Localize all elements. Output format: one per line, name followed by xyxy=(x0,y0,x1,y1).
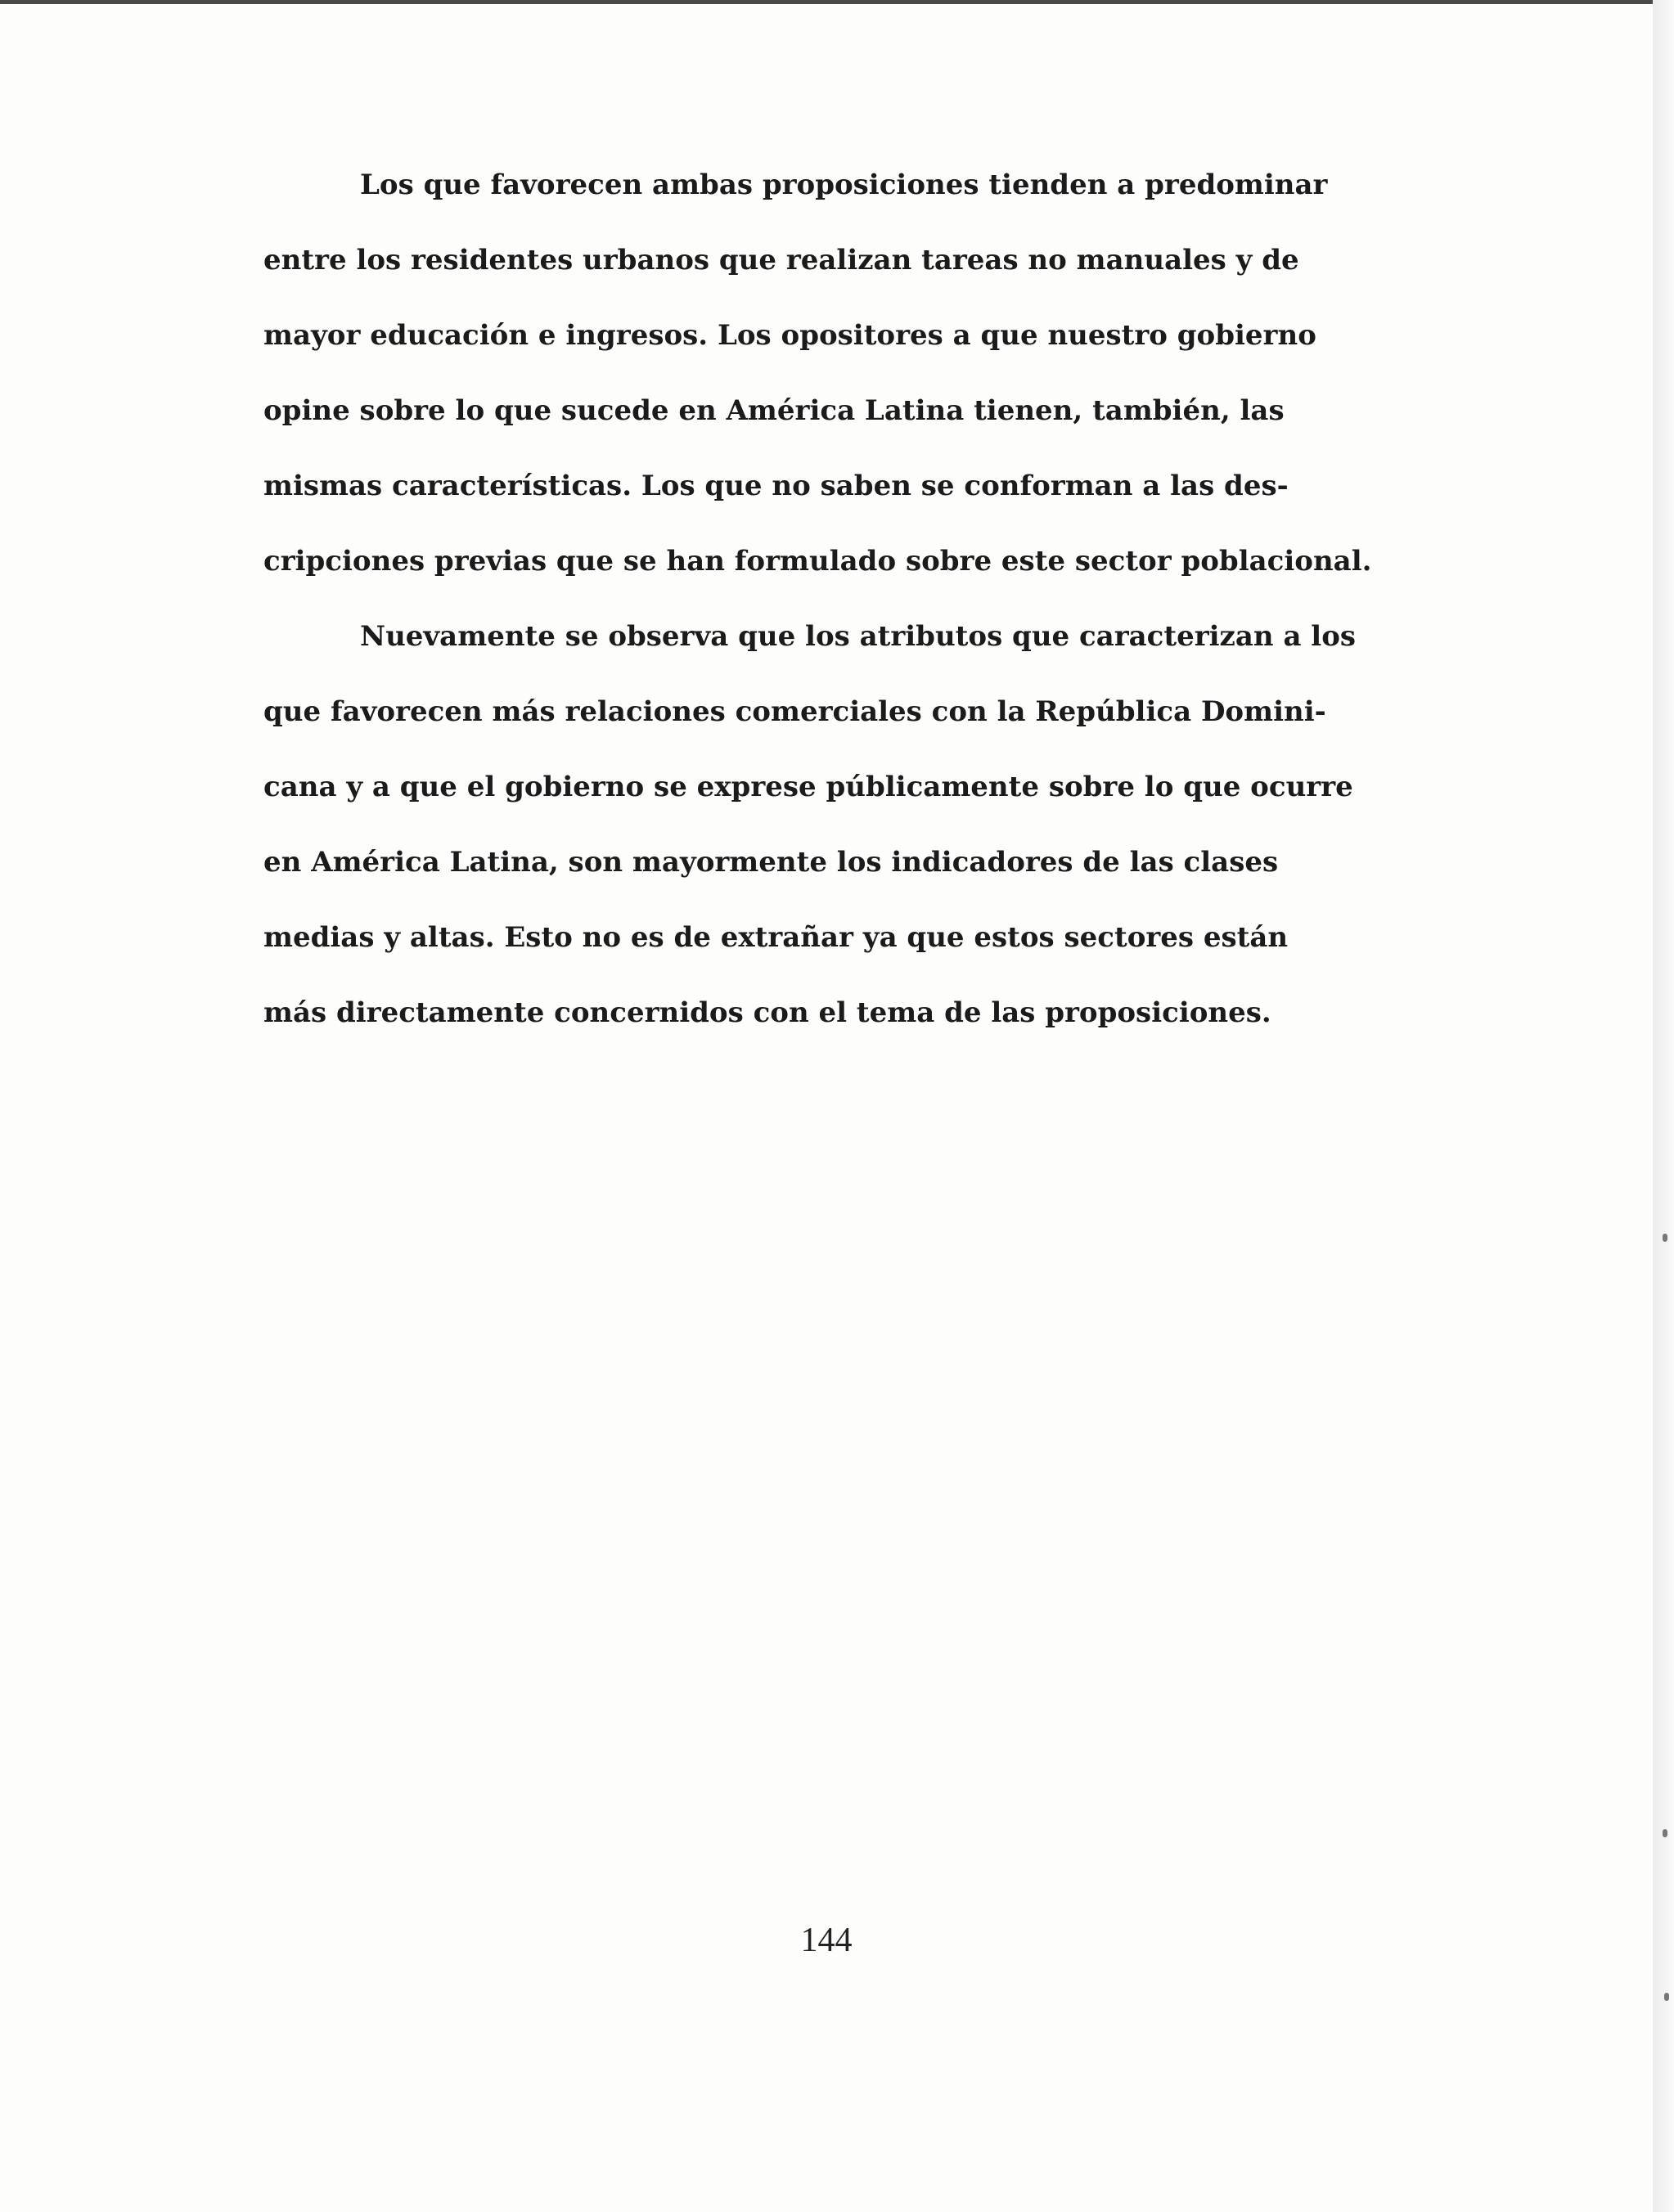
paragraph-line: que favorecen más relaciones comerciales con la República Domini- xyxy=(263,695,1326,728)
paragraph-line: medias y altas. Esto no es de extrañar ya que estos sectores están xyxy=(263,921,1289,954)
paragraph-line: más directamente concernidos con el tema de las proposiciones. xyxy=(263,996,1271,1029)
paragraph-line: cripciones previas que se han formulado sobre este sector poblacional. xyxy=(263,545,1372,578)
paragraph-line: mismas características. Los que no saben se conforman a las des- xyxy=(263,470,1289,502)
scan-right-edge xyxy=(1653,0,1674,2212)
scan-speck xyxy=(1663,1829,1667,1837)
paragraph-line: opine sobre lo que sucede en América Latina tienen, también, las xyxy=(263,394,1285,427)
scan-top-border xyxy=(0,0,1653,4)
paragraph-line: Nuevamente se observa que los atributos que caracterizan a los xyxy=(360,620,1357,653)
paragraph-line: cana y a que el gobierno se exprese públicamente sobre lo que ocurre xyxy=(263,771,1353,803)
paragraph-line: entre los residentes urbanos que realizan tareas no manuales y de xyxy=(263,244,1299,276)
paragraph-line: mayor educación e ingresos. Los opositores a que nuestro gobierno xyxy=(263,319,1316,352)
paragraph-line: Los que favorecen ambas proposiciones tienden a predominar xyxy=(360,169,1328,201)
body-text xyxy=(263,160,1458,1063)
scan-speck xyxy=(1664,1993,1669,2001)
page-number: 144 xyxy=(800,1922,853,1959)
scan-speck xyxy=(1663,1234,1667,1242)
paragraph-line: en América Latina, son mayormente los indicadores de las clases xyxy=(263,846,1279,879)
